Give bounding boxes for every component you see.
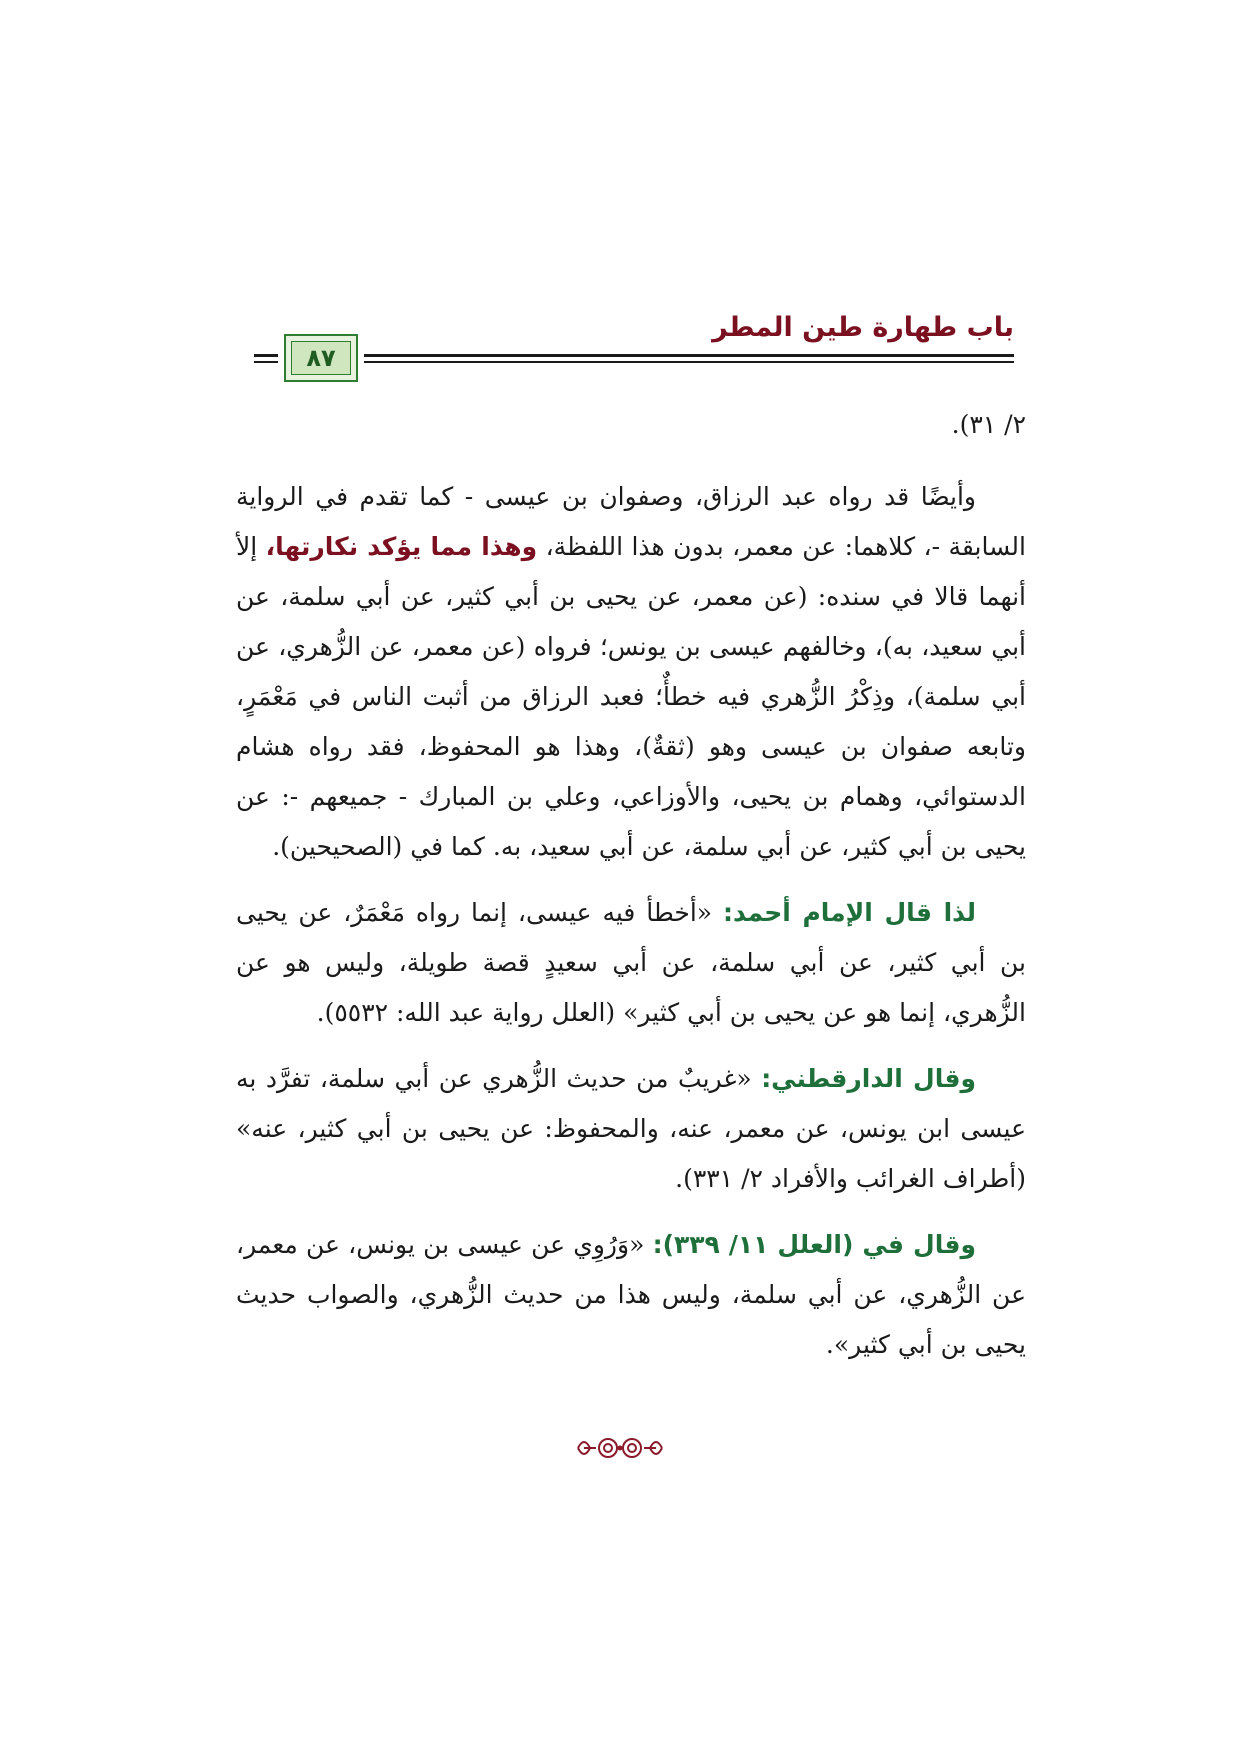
- paragraph-1: [236, 472, 1026, 872]
- chapter-title: باب طهارة طين المطر: [712, 312, 1014, 343]
- header-rule-thick: [364, 354, 1014, 357]
- daraqutni-label: وقال الدارقطني:: [761, 1064, 976, 1093]
- emphasis-red-text: وهذا مما يؤكد نكارتها،: [265, 532, 538, 561]
- paragraph-1-text-a: وأيضًا قد رواه عبد الرزاق، وصفوان بن عيسى - كما تقدم في الرواية السابقة -، كلاهما: عن معمر، بدون هذا اللفظة،: [236, 482, 1026, 561]
- page-header: [254, 312, 1014, 392]
- floral-ornament-icon: [570, 1428, 670, 1468]
- header-rule-left-thick: [254, 354, 278, 357]
- header-rule-left-thin: [254, 361, 278, 363]
- main-text: [236, 400, 1026, 1386]
- paragraph-4: [236, 1220, 1026, 1370]
- paragraph-2-text: «أخطأ فيه عيسى، إنما رواه مَعْمَرٌ، عن يحيى بن أبي كثير، عن أبي سلمة، عن أبي سعيدٍ قصة طويلة، وليس هو عن الزُّهري، إنما هو عن يحيى بن أبي كثير» (العلل رواية عبد الله: ٥٥٣٢).: [236, 898, 1026, 1027]
- paragraph-2: [236, 888, 1026, 1038]
- paragraph-3-text: «غريبٌ من حديث الزُّهري عن أبي سلمة، تفرَّد به عيسى ابن يونس، عن معمر، عنه، والمحفوظ: عن يحيى بن أبي كثير، عنه» (أطراف الغرائب والأفراد ٢/ ٣٣١).: [236, 1064, 1026, 1193]
- imam-ahmad-label: لذا قال الإمام أحمد:: [723, 898, 976, 927]
- paragraph-1-text-b: إلأ أنهما قالا في سنده: (عن معمر، عن يحيى بن أبي كثير، عن أبي سلمة، عن أبي سعيد، به)، وخالفهم عيسى بن يونس؛ فرواه (عن معمر، عن الزُّهري، عن أبي سلمة)، وذِكْرُ الزُّهري فيه خطأٌ؛ فعبد الرزاق من أثبت الناس في مَعْمَرٍ، وتابعه صفوان بن عيسى وهو (ثقةٌ)، وهذا هو المحفوظ، فقد رواه هشام الدستوائي، وهمام بن يحيى، والأوزاعي، وعلي بن المبارك - جميعهم -: عن يحيى بن أبي كثير، عن أبي سلمة، عن أبي سعيد، به. كما في (الصحيحين).: [236, 532, 1026, 861]
- page-number-frame: [291, 341, 351, 375]
- page-number-badge: [284, 334, 358, 382]
- page-number: ٨٧: [306, 344, 336, 372]
- paragraph-3: [236, 1054, 1026, 1204]
- ilal-label: وقال في (العلل ١١/ ٣٣٩):: [652, 1230, 977, 1259]
- header-rule-thin: [364, 361, 1014, 363]
- paragraph-continuation: ٢/ ٣١).: [951, 410, 1026, 439]
- paragraph-4-text: «وَرُوِي عن عيسى بن يونس، عن معمر، عن الزُّهري، عن أبي سلمة، وليس هذا من حديث الزُّهري، والصواب حديث يحيى بن أبي كثير».: [236, 1230, 1026, 1359]
